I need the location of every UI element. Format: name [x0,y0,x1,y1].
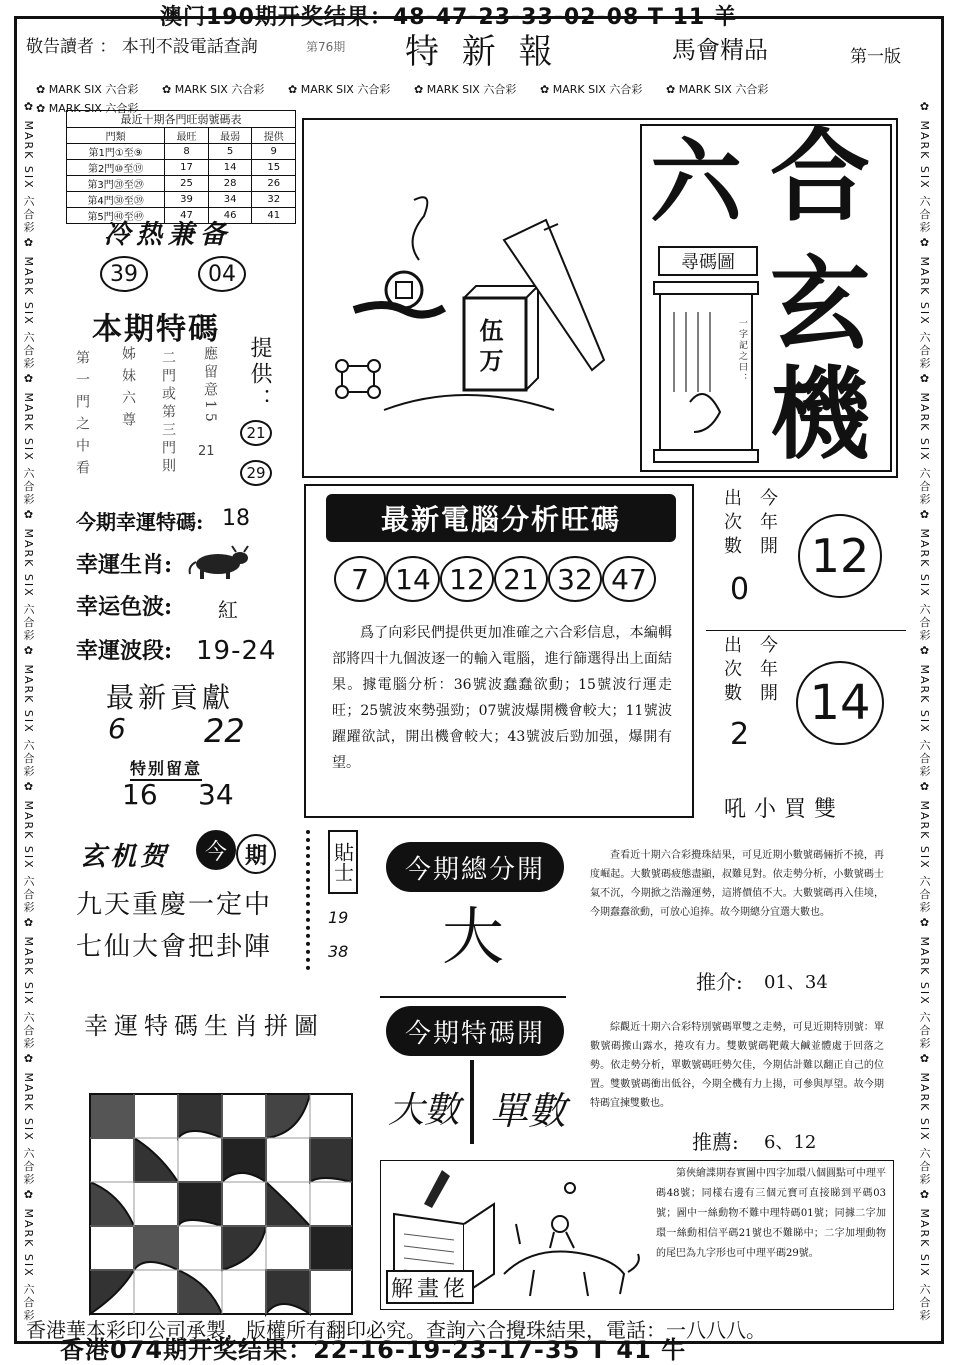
recommend-value: 6、12 [764,1132,817,1153]
zodiac-puzzle-image [90,1094,352,1318]
brand-strip-left [20,100,44,1323]
recommend-label: 推介: [696,970,743,994]
table-row [67,144,296,160]
brand-mark: ✿ MARK SIX 六合彩 [22,780,35,915]
stats-cell: 26 [252,176,296,192]
stats-cell: 第2門⑩至⑲ [67,160,165,176]
puzzle-title: 幸運特碼生肖拼圖 [84,1012,324,1040]
stats-table-block [66,110,296,224]
stats-cell: 41 [252,208,296,224]
open-count-number: 12 [798,514,882,598]
title-char-liu: 六 [650,128,743,236]
stats-header: 門類 [67,128,165,144]
contribution-number: 22 [204,712,245,750]
odd-even-text: 綜觀近十期六合彩特別號碼單雙之走勢，可見近期特別號：單數號碼搬山露水，捲攻有力。雙數號碼靶戴大鹹並體處于回落之勢。依走勢分析，單數號碼旺勢欠佳，今期估計難以翻正自己的位置。雙數號碼衝出低谷，今期全機有力上揚，可參與厚望。故今期特碼宜揀雙數也。 [590,1022,884,1109]
brand-mark: ✿ MARK SIX 六合彩 [22,1188,35,1323]
stats-cell: 17 [165,160,209,176]
computer-ball: 7 [334,556,386,602]
stats-cell: 14 [208,160,252,176]
edition-label: 第一版 [850,47,901,67]
attention-number: 16 [122,778,158,811]
stats-cell: 25 [165,176,209,192]
poem-badge: 今 [196,830,236,870]
ox-icon [186,544,252,584]
riddle-col: 二門或第三門則 [160,350,176,476]
stats-header: 最弱 [208,128,252,144]
open-count-label: 出次數 [721,635,742,707]
stats-cell: 39 [165,192,209,208]
brand-mark: ✿ MARK SIX 六合彩 [918,236,931,371]
table-row [67,176,296,192]
brand-mark: ✿ MARK SIX 六合彩 [22,644,35,779]
brand-mark: ✿ MARK SIX 六合彩 [918,508,931,643]
brand-mark: ✿ MARK SIX 六合彩 [918,1188,931,1323]
sticker-number: 38 [328,942,349,961]
computer-title: 最新電腦分析旺碼 [326,494,676,542]
attention-number: 34 [198,778,234,811]
special-open-label: 今期特碼開 [386,1006,564,1056]
riddle-col: 姊妹六尊 [120,346,136,434]
open-count-value: 0 [730,572,750,607]
notice-text: 敬告讀者 ： 本刊不設電話查詢 [26,37,258,57]
open-count-number: 14 [796,661,884,745]
lucky-color-label: 幸运色波: [76,594,173,620]
brand-mark: ✿ MARK SIX 六合彩 [666,83,769,96]
open-count-label: 今年開 [757,635,778,707]
brand-mark: ✿ MARK SIX 六合彩 [918,372,931,507]
total-open-value: 大 [442,900,505,973]
special-open-value: 大數 [388,1090,461,1131]
computer-ball: 47 [602,556,656,602]
special-provide: 提供： [247,336,272,414]
sticker-number: 19 [328,908,349,927]
brand-mark: ✿ MARK SIX 六合彩 [414,83,517,96]
title-char-he: 合 [770,117,870,235]
recommend-value: 01、34 [764,972,828,993]
scroll-text: 一字記之曰： [737,318,747,384]
poem-badge: 期 [236,834,276,874]
computer-ball: 21 [494,556,548,602]
poem-title: 玄机贺 [80,842,171,872]
stats-cell: 5 [208,144,252,160]
poem-line: 九天重慶一定中 [76,890,273,920]
table-row [67,160,296,176]
total-open-underline [380,996,566,998]
special-ball: 21 [240,420,272,446]
special-code-title: 本期特碼 [92,312,220,347]
riddle-col: 應留意15 [202,346,218,426]
open-count-label: 今年開 [757,488,778,560]
lucky-zodiac-label: 幸運生肖: [76,552,173,578]
stats-cell: 9 [252,144,296,160]
sticker-label: 貼士 [328,830,358,894]
brand-mark: ✿ MARK SIX 六合彩 [162,83,265,96]
special-open-value: 單數 [490,1089,567,1133]
lucky-color: 紅 [218,598,238,622]
stats-cell: 32 [252,192,296,208]
brand-mark: ✿ MARK SIX 六合彩 [22,236,35,371]
contribution-title: 最新貢獻 [106,681,235,714]
stats-cell: 第1門①至⑨ [67,144,165,160]
brand-mark: ✿ MARK SIX 六合彩 [540,83,643,96]
stats-header: 提供 [252,128,296,144]
total-open-label: 今期總分開 [386,842,564,892]
computer-ball: 32 [548,556,602,602]
special-ball: 29 [240,460,272,486]
brand-mark: ✿ MARK SIX 六合彩 [918,644,931,779]
brand-mark: ✿ MARK SIX 六合彩 [918,780,931,915]
cold-hot-ball: 04 [198,256,246,292]
top-result-banner: 澳门190期开奖结果：48-47-23-33-02-08 T 11 羊 [160,5,737,30]
brand-mark: ✿ MARK SIX 六合彩 [22,1052,35,1187]
small-double-title: 吼小買雙 [724,797,845,822]
computer-paragraph: 爲了向彩民們提供更加准確之六合彩信息，本編輯部將四十九個波逐一的輸入電腦，進行篩選得出上面結果。據電腦分析：36號波蠢蠢欲動；15號波行運走旺；25號波來勢强勁；07號波爆開機會較大；11號波躍躍欲試，開出機會較大；43號波后勁加强，爆開有望。 [332,625,672,771]
lucky-range: 19-24 [196,636,277,666]
block-text: 伍万 [475,318,504,378]
recommend-label: 推薦: [692,1130,739,1154]
computer-balls [334,556,656,602]
brand-mark: ✿ MARK SIX 六合彩 [22,508,35,643]
attention-title: 特别留意 [130,756,202,781]
computer-ball: 12 [440,556,494,602]
poem-line: 七仙大會把卦陣 [76,932,273,962]
riddle-col: 第一門之中看 [74,350,90,482]
footer-company: 香港華本彩印公司承製，版權所有翻印必究。查詢六合攪珠結果，電話：一八八八。 [26,1318,766,1342]
stats-cell: 第3門⑳至㉙ [67,176,165,192]
scroll-sub-label: 尋碼圖 [658,246,758,276]
solver-text: 第俠繪諜期春實圖中四字加環八個圓點可中理平碼48號；同樣右邊有三個元寶可直接睇到平碼03號；圖中一絲動物不難中理特碼01號；同據二字加環一絲動相信平碼21號也不難睇中；二字加埋動物的尾巴為九字形也可中理平碼29號。 [656,1168,886,1259]
newspaper-subtitle: 馬會精品 [672,36,768,64]
open-count-value: 2 [730,717,750,752]
stats-cell: 28 [208,176,252,192]
stats-cell: 第5門㊵至㊾ [67,208,165,224]
brand-strip-right [916,100,940,1323]
riddle-drawing [324,180,624,424]
stats-header: 最旺 [165,128,209,144]
stats-table [66,127,296,224]
stats-cell: 第4門㉚至㊴ [67,192,165,208]
riddle-num: 21 [198,444,215,459]
brand-mark: ✿ MARK SIX 六合彩 [36,102,139,115]
stats-cell: 34 [208,192,252,208]
brand-mark: ✿ MARK SIX 六合彩 [22,916,35,1051]
special-open-divider [470,1060,474,1144]
open-count-label: 出次數 [721,488,742,560]
title-char-xuan: 玄 [770,245,870,363]
contribution-number: 6 [108,712,126,745]
brand-mark: ✿ MARK SIX 六合彩 [918,916,931,1051]
cold-hot-ball: 39 [100,256,148,292]
bottom-result-banner: 香港074期开奖结果：22-16-19-23-17-35 T 41 牛 [60,1336,687,1364]
brand-mark: ✿ MARK SIX 六合彩 [918,1052,931,1187]
open-count-block [704,484,904,614]
lucky-range-label: 幸運波段: [76,638,173,664]
brand-mark: ✿ MARK SIX 六合彩 [918,100,931,235]
brand-mark: ✿ MARK SIX 六合彩 [22,100,35,235]
open-count-block [706,630,906,761]
stats-cell: 15 [252,160,296,176]
brand-mark: ✿ MARK SIX 六合彩 [22,372,35,507]
solver-label: 解畫佬 [386,1270,474,1304]
lucky-number: 18 [222,506,250,531]
lucky-number-label: 今期幸運特碼: [76,510,204,534]
newspaper-title: 特 新 報 [405,32,559,72]
stats-cell: 8 [165,144,209,160]
stats-cell: 46 [208,208,252,224]
small-double-text: 查看近十期六合彩攪珠結果，可見近期小數號碼倆折不撓，再度崛起。大數號碼疲態盡顯，叔難見對。依走勢分析，小數號碼士氣不沉，今期掀之浩瀚運勢，這將價值不大。大數號碼再入佳境，今期蠢蠢欲動，可放心追捧。故今期總分宜選大數也。 [590,850,884,918]
brand-mark: ✿ MARK SIX 六合彩 [288,83,391,96]
table-row [67,192,296,208]
title-char-ji: 機 [770,355,870,473]
stats-table-title: 最近十期各門旺弱號碼表 [66,110,296,127]
brand-mark: ✿ MARK SIX 六合彩 [36,83,139,96]
sticker-divider [306,830,310,970]
issue-number: 第76期 [306,40,346,54]
computer-ball: 14 [386,556,440,602]
stats-cell: 47 [165,208,209,224]
brand-strip-top [36,78,916,115]
cold-hot-title: 冷热兼备 [104,220,233,250]
